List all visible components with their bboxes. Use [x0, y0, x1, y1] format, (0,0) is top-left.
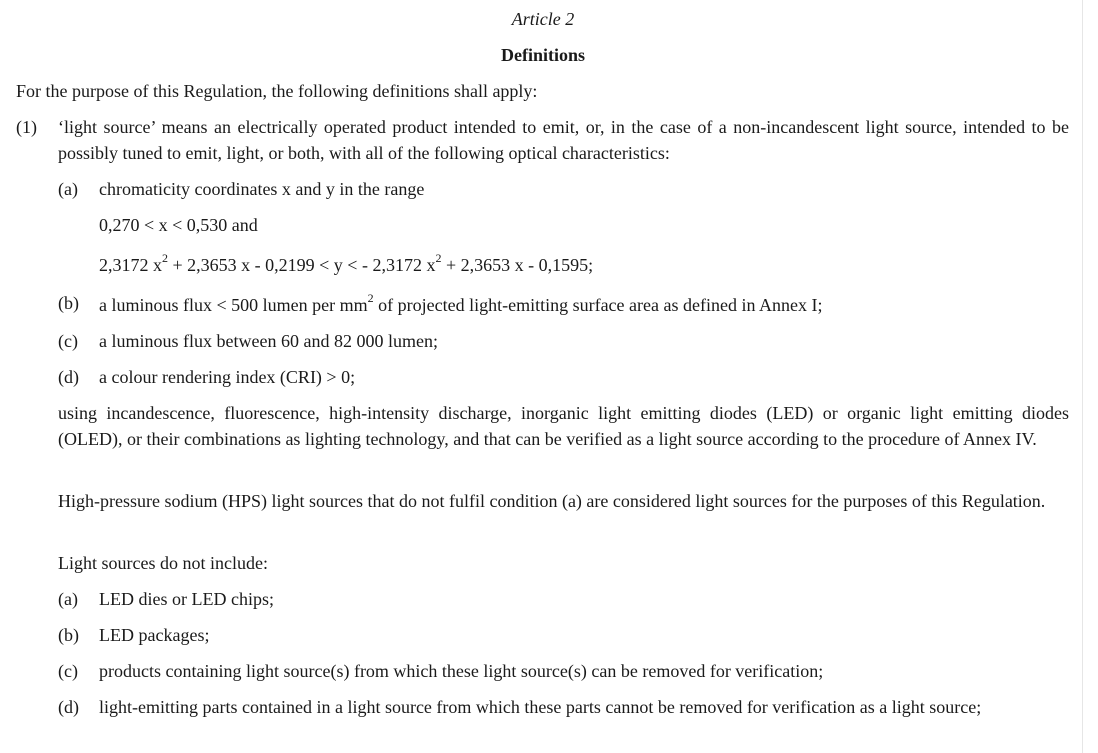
characteristic-b-sup: 2	[367, 291, 374, 305]
y-range-part3: + 2,3653 x - 0,1595;	[441, 255, 594, 275]
y-range-part2: + 2,3653 x - 0,2199 < y < - 2,3172 x	[168, 255, 436, 275]
exclusions-intro: Light sources do not include:	[58, 553, 268, 573]
exclusion-c-label: (c)	[58, 661, 78, 681]
characteristic-d-label: (d)	[58, 367, 79, 387]
characteristic-b-before: a luminous flux < 500 lumen per mm	[99, 295, 368, 315]
characteristic-b-label: (b)	[58, 293, 79, 313]
characteristic-b-text	[99, 292, 1069, 318]
exclusion-b-label: (b)	[58, 625, 79, 645]
characteristic-a-text: chromaticity coordinates x and y in the range	[99, 179, 425, 199]
exclusion-c-text: products containing light source(s) from which these light source(s) can be removed for verification;	[99, 661, 824, 681]
characteristic-d-text: a colour rendering index (CRI) > 0;	[99, 367, 356, 387]
characteristic-c-text: a luminous flux between 60 and 82 000 lumen;	[99, 331, 438, 351]
hps-paragraph: High-pressure sodium (HPS) light sources that do not fulfil condition (a) are considered light sources for the purposes of this Regulation.	[58, 491, 1046, 511]
exclusion-d-label: (d)	[58, 697, 79, 717]
definition-light-source: ‘light source’ means an electrically operated product intended to emit, or, in the case of a non-incandescent light source, intended to be possibly tuned to emit, light, or both, with all of the following optical characteristics:	[58, 117, 1069, 163]
article-heading: Definitions	[500, 45, 585, 65]
exclusion-d-text: light-emitting parts contained in a light source from which these parts cannot be removed for verification as a light source;	[99, 697, 982, 717]
exclusion-a-label: (a)	[58, 589, 78, 609]
chromaticity-y-range	[99, 252, 1069, 278]
chromaticity-x-range: 0,270 < x < 0,530 and	[99, 215, 258, 235]
article-title: Article 2	[511, 9, 575, 29]
characteristic-b-after: of projected light-emitting surface area as defined in Annex I;	[373, 295, 823, 315]
characteristic-c-label: (c)	[58, 331, 78, 351]
exclusion-a-text: LED dies or LED chips;	[99, 589, 274, 609]
exclusion-b-text: LED packages;	[99, 625, 210, 645]
y-range-sup2: 2	[435, 251, 442, 265]
y-range-part1: 2,3172 x	[99, 255, 162, 275]
page-right-border	[1082, 0, 1083, 753]
y-range-sup1: 2	[162, 251, 168, 265]
characteristic-a-label: (a)	[58, 179, 78, 199]
intro-paragraph: For the purpose of this Regulation, the following definitions shall apply:	[16, 81, 538, 101]
technology-paragraph: using incandescence, fluorescence, high-intensity discharge, inorganic light emitting diodes (LED) or organic light emitting diodes (OLED), or their combinations as lighting technology, and that can be verified as a light source according to the procedure of Annex IV.	[58, 403, 1069, 449]
definition-number: (1)	[16, 117, 37, 137]
